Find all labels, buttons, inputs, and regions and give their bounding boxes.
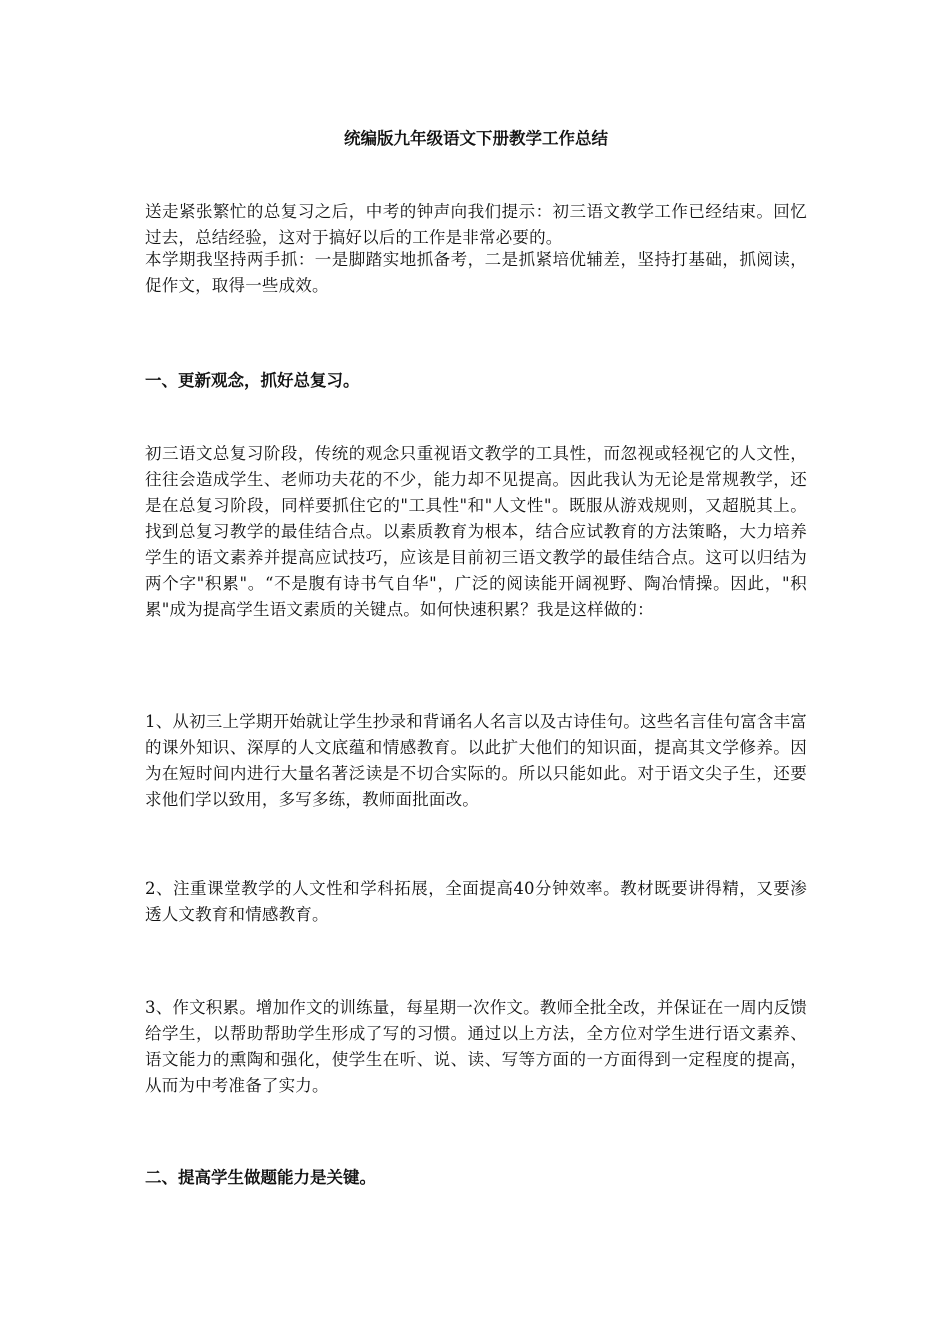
section-1-heading: 一、更新观念，抓好总复习。	[145, 371, 360, 390]
section-1-body: 初三语文总复习阶段，传统的观念只重视语文教学的工具性，而忽视或轻视它的人文性，往往会造成学生、老师功夫花的不少，能力却不见提高。因此我认为无论是常规教学，还是在总复习阶段，同样要抓住它的"工具性"和"人文性"。既服从游戏规则，又超脱其上。找到总复习教学的最佳结合点。以素质教育为根本，结合应试教育的方法策略，大力培养学生的语文素养并提高应试技巧，应该是目前初三语文教学的最佳结合点。这可以归结为两个字"积累"。“不是腹有诗书气自华"，广泛的阅读能开阔视野、陶冶情操。因此，"积累"成为提高学生语文素质的关键点。如何快速积累？我是这样做的：	[145, 444, 807, 619]
section-2-heading: 二、提高学生做题能力是关键。	[145, 1168, 376, 1187]
intro-paragraph-1: 送走紧张繁忙的总复习之后，中考的钟声向我们提示：初三语文教学工作已经结束。回忆过去，总结经验，这对于搞好以后的工作是非常必要的。	[145, 202, 807, 247]
list-item: 3、作文积累。增加作文的训练量，每星期一次作文。教师全批全改，并保证在一周内反馈给学生，以帮助帮助学生形成了写的习惯。通过以上方法，全方位对学生进行语文素养、语文能力的熏陶和强化，使学生在听、说、读、写等方面的一方面得到一定程度的提高，从而为中考准备了实力。	[145, 998, 807, 1095]
list-item: 2、注重课堂教学的人文性和学科拓展，全面提高40分钟效率。教材既要讲得精，又要渗透人文教育和情感教育。	[145, 879, 807, 924]
document-title: 统编版九年级语文下册教学工作总结	[344, 129, 608, 148]
document-page	[145, 0, 807, 1344]
intro-paragraph-2: 本学期我坚持两手抓：一是脚踏实地抓备考，二是抓紧培优辅差，坚持打基础，抓阅读，促作文，取得一些成效。	[145, 250, 807, 295]
list-item: 1、从初三上学期开始就让学生抄录和背诵名人名言以及古诗佳句。这些名言佳句富含丰富的课外知识、深厚的人文底蕴和情感教育。以此扩大他们的知识面，提高其文学修养。因为在短时间内进行大量名著泛读是不切合实际的。所以只能如此。对于语文尖子生，还要求他们学以致用，多写多练，教师面批面改。	[145, 712, 807, 809]
